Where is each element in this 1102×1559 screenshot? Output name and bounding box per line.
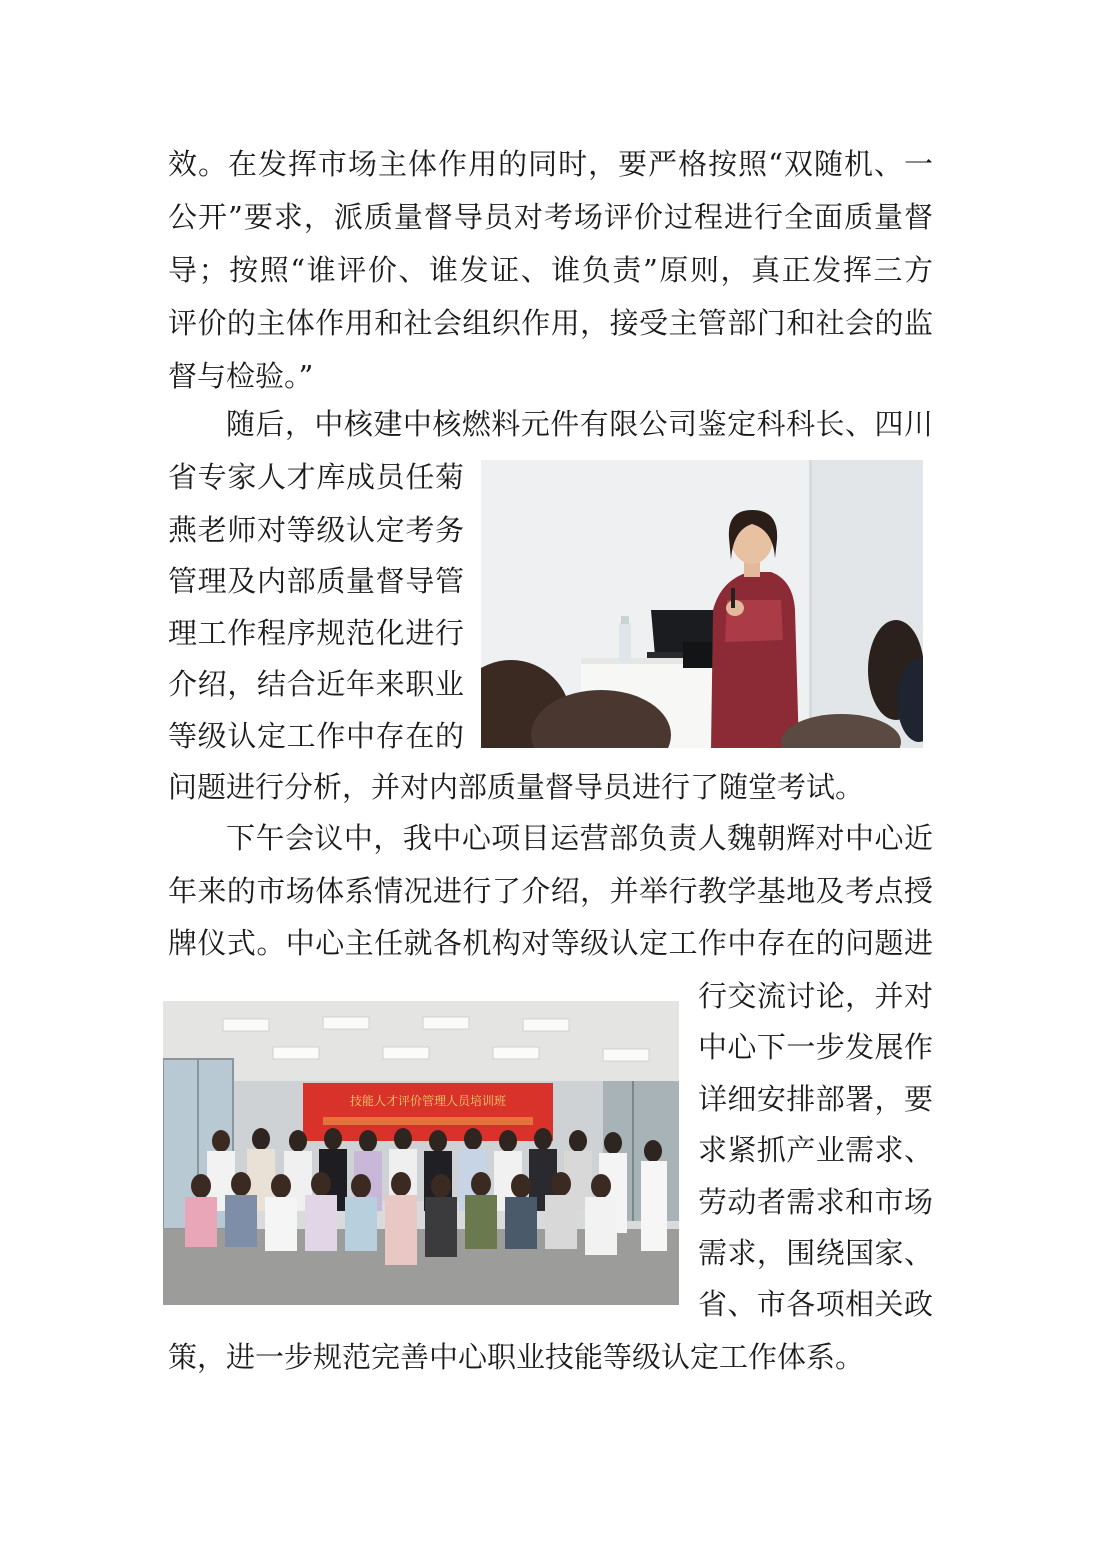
text-line: 介绍，结合近年来职业: [168, 667, 464, 701]
text-line: 需求，围绕国家、: [698, 1236, 933, 1270]
text-line: 燕老师对等级认定考务: [168, 513, 464, 547]
text-line: 省、市各项相关政: [698, 1287, 933, 1321]
text-line: 下午会议中，我中心项目运营部负责人魏朝辉对中心近: [226, 821, 933, 855]
text-line: 求紧抓产业需求、: [698, 1133, 933, 1167]
text-line: 理工作程序规范化进行: [168, 616, 464, 650]
text-line: 管理及内部质量督导管: [168, 564, 464, 598]
text-line: 问题进行分析，并对内部质量督导员进行了随堂考试。: [168, 770, 865, 804]
text-line: 导；按照“谁评价、谁发证、谁负责”原则，真正发挥三方: [168, 253, 933, 287]
text-line: 策，进一步规范完善中心职业技能等级认定工作体系。: [168, 1340, 865, 1374]
text-line: 详细安排部署，要: [698, 1082, 933, 1116]
text-line: 等级认定工作中存在的: [168, 719, 464, 753]
speaker-photo: [481, 460, 923, 748]
text-line: 中心下一步发展作: [698, 1030, 933, 1064]
text-line: 年来的市场体系情况进行了介绍，并举行教学基地及考点授: [168, 874, 933, 908]
banner: [303, 1083, 553, 1141]
group-photo: [163, 1001, 679, 1305]
text-line: 评价的主体作用和社会组织作用，接受主管部门和社会的监: [168, 306, 933, 340]
text-line: 牌仪式。中心主任就各机构对等级认定工作中存在的问题进: [168, 926, 933, 960]
text-line: 随后，中核建中核燃料元件有限公司鉴定科科长、四川: [226, 407, 933, 441]
banner-title: 技能人才评价管理人员培训班: [349, 1094, 507, 1108]
text-line: 督与检验。”: [168, 359, 314, 393]
text-line: 效。在发挥市场主体作用的同时，要严格按照“双随机、一: [168, 147, 933, 181]
text-line: 劳动者需求和市场: [698, 1185, 933, 1219]
text-line: 省专家人才库成员任菊: [168, 460, 464, 494]
text-line: 行交流讨论，并对: [698, 979, 933, 1013]
text-line: 公开”要求，派质量督导员对考场评价过程进行全面质量督: [168, 200, 933, 234]
